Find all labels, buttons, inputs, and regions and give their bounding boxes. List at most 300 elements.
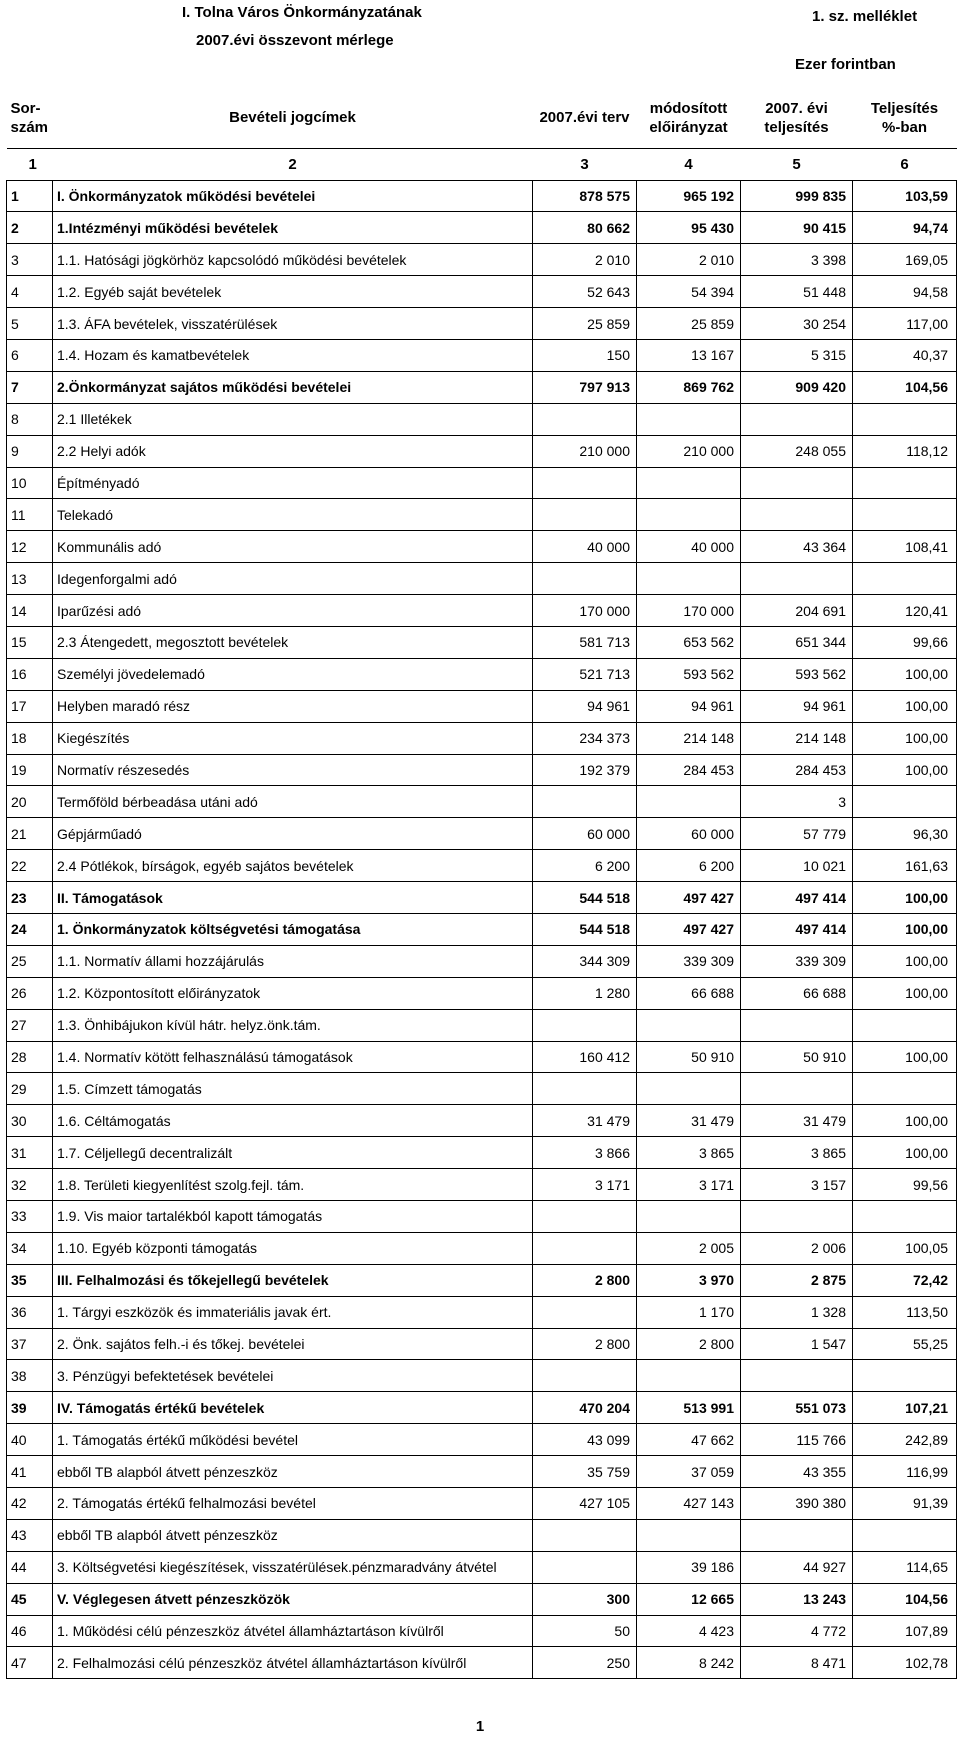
- row-number-cell: 10: [7, 467, 53, 499]
- plan-value-cell: 192 379: [533, 754, 637, 786]
- plan-value-cell: 6 200: [533, 850, 637, 882]
- percent-value-cell: 94,58: [853, 276, 957, 308]
- revenue-item-cell: 1.7. Céljellegű decentralizált: [53, 1137, 533, 1169]
- revenue-item-cell: 1.2. Központosított előirányzatok: [53, 977, 533, 1009]
- modified-value-cell: 214 148: [637, 722, 741, 754]
- actual-value-cell: 94 961: [741, 690, 853, 722]
- modified-value-cell: 8 242: [637, 1647, 741, 1679]
- row-number-cell: 5: [7, 308, 53, 340]
- row-number-cell: 1: [7, 180, 53, 212]
- actual-value-cell: 3 398: [741, 244, 853, 276]
- row-number-cell: 38: [7, 1360, 53, 1392]
- actual-value-cell: 497 414: [741, 882, 853, 914]
- table-row: [7, 850, 957, 882]
- percent-value-cell: 100,00: [853, 977, 957, 1009]
- actual-value-cell: 593 562: [741, 658, 853, 690]
- revenue-item-cell: 3. Pénzügyi befektetések bevételei: [53, 1360, 533, 1392]
- table-row: [7, 658, 957, 690]
- plan-value-cell: 250: [533, 1647, 637, 1679]
- column-number-row: [7, 148, 957, 180]
- percent-value-cell: 100,00: [853, 1137, 957, 1169]
- revenue-item-cell: 1.8. Területi kiegyenlítést szolg.fejl. tám.: [53, 1169, 533, 1201]
- table-row: [7, 626, 957, 658]
- modified-value-cell: 31 479: [637, 1105, 741, 1137]
- table-row: [7, 754, 957, 786]
- modified-value-cell: [637, 786, 741, 818]
- revenue-item-cell: 1.1. Normatív állami hozzájárulás: [53, 945, 533, 977]
- revenue-item-cell: 3. Költségvetési kiegészítések, visszatérülések.pénzmaradvány átvétel: [53, 1551, 533, 1583]
- row-number-cell: 13: [7, 563, 53, 595]
- modified-value-cell: 3 970: [637, 1264, 741, 1296]
- table-row: [7, 1232, 957, 1264]
- plan-value-cell: 60 000: [533, 818, 637, 850]
- row-number-cell: 43: [7, 1519, 53, 1551]
- col-number: 3: [533, 148, 637, 180]
- col-number: 4: [637, 148, 741, 180]
- revenue-item-cell: V. Véglegesen átvett pénzeszközök: [53, 1583, 533, 1615]
- row-number-cell: 4: [7, 276, 53, 308]
- actual-value-cell: 51 448: [741, 276, 853, 308]
- percent-value-cell: 100,05: [853, 1232, 957, 1264]
- row-number-cell: 28: [7, 1041, 53, 1073]
- plan-value-cell: 470 204: [533, 1392, 637, 1424]
- actual-value-cell: 999 835: [741, 180, 853, 212]
- modified-value-cell: [637, 563, 741, 595]
- modified-value-cell: 13 167: [637, 339, 741, 371]
- plan-value-cell: [533, 1296, 637, 1328]
- table-row: [7, 818, 957, 850]
- col-number: 6: [853, 148, 957, 180]
- percent-value-cell: [853, 563, 957, 595]
- modified-value-cell: 94 961: [637, 690, 741, 722]
- revenue-item-cell: Iparűzési adó: [53, 595, 533, 627]
- row-number-cell: 9: [7, 435, 53, 467]
- table-row: [7, 913, 957, 945]
- plan-value-cell: 25 859: [533, 308, 637, 340]
- modified-value-cell: 25 859: [637, 308, 741, 340]
- row-number-cell: 39: [7, 1392, 53, 1424]
- revenue-item-cell: 1.6. Céltámogatás: [53, 1105, 533, 1137]
- plan-value-cell: 52 643: [533, 276, 637, 308]
- table-row: [7, 722, 957, 754]
- row-number-cell: 42: [7, 1488, 53, 1520]
- actual-value-cell: 30 254: [741, 308, 853, 340]
- plan-value-cell: 2 800: [533, 1328, 637, 1360]
- table-row: [7, 339, 957, 371]
- modified-value-cell: 427 143: [637, 1488, 741, 1520]
- revenue-item-cell: 1. Támogatás értékű működési bevétel: [53, 1424, 533, 1456]
- percent-value-cell: [853, 467, 957, 499]
- table-row: [7, 371, 957, 403]
- row-number-cell: 19: [7, 754, 53, 786]
- unit-label: Ezer forintban: [795, 56, 896, 73]
- percent-value-cell: 100,00: [853, 690, 957, 722]
- modified-value-cell: 37 059: [637, 1456, 741, 1488]
- percent-value-cell: 100,00: [853, 882, 957, 914]
- modified-value-cell: 497 427: [637, 882, 741, 914]
- row-number-cell: 44: [7, 1551, 53, 1583]
- row-number-cell: 11: [7, 499, 53, 531]
- plan-value-cell: 40 000: [533, 531, 637, 563]
- col-header-plan: 2007.évi terv: [539, 109, 630, 127]
- row-number-cell: 33: [7, 1201, 53, 1233]
- modified-value-cell: [637, 1360, 741, 1392]
- table-body: [7, 180, 957, 1679]
- percent-value-cell: 100,00: [853, 1041, 957, 1073]
- percent-value-cell: 103,59: [853, 180, 957, 212]
- percent-value-cell: 117,00: [853, 308, 957, 340]
- actual-value-cell: [741, 403, 853, 435]
- table-row: [7, 1137, 957, 1169]
- percent-value-cell: 107,21: [853, 1392, 957, 1424]
- modified-value-cell: [637, 1201, 741, 1233]
- modified-value-cell: 653 562: [637, 626, 741, 658]
- plan-value-cell: [533, 403, 637, 435]
- revenue-item-cell: III. Felhalmozási és tőkejellegű bevételek: [53, 1264, 533, 1296]
- plan-value-cell: 3 171: [533, 1169, 637, 1201]
- revenue-item-cell: 1.9. Vis maior tartalékból kapott támogatás: [53, 1201, 533, 1233]
- percent-value-cell: 120,41: [853, 595, 957, 627]
- revenue-item-cell: II. Támogatások: [53, 882, 533, 914]
- modified-value-cell: 513 991: [637, 1392, 741, 1424]
- percent-value-cell: 100,00: [853, 1105, 957, 1137]
- percent-value-cell: 114,65: [853, 1551, 957, 1583]
- table-row: [7, 1519, 957, 1551]
- row-number-cell: 12: [7, 531, 53, 563]
- modified-value-cell: 965 192: [637, 180, 741, 212]
- percent-value-cell: 108,41: [853, 531, 957, 563]
- row-number-cell: 3: [7, 244, 53, 276]
- percent-value-cell: 55,25: [853, 1328, 957, 1360]
- plan-value-cell: [533, 1073, 637, 1105]
- row-number-cell: 8: [7, 403, 53, 435]
- modified-value-cell: 497 427: [637, 913, 741, 945]
- table-row: [7, 1041, 957, 1073]
- revenue-item-cell: IV. Támogatás értékű bevételek: [53, 1392, 533, 1424]
- percent-value-cell: 100,00: [853, 913, 957, 945]
- row-number-cell: 40: [7, 1424, 53, 1456]
- plan-value-cell: 3 866: [533, 1137, 637, 1169]
- plan-value-cell: [533, 499, 637, 531]
- revenue-item-cell: 1.3. ÁFA bevételek, visszatérülések: [53, 308, 533, 340]
- actual-value-cell: 5 315: [741, 339, 853, 371]
- row-number-cell: 30: [7, 1105, 53, 1137]
- modified-value-cell: 3 171: [637, 1169, 741, 1201]
- row-number-cell: 26: [7, 977, 53, 1009]
- percent-value-cell: 99,66: [853, 626, 957, 658]
- table-row: [7, 499, 957, 531]
- revenue-item-cell: 1. Önkormányzatok költségvetési támogatása: [53, 913, 533, 945]
- row-number-cell: 23: [7, 882, 53, 914]
- modified-value-cell: 593 562: [637, 658, 741, 690]
- percent-value-cell: [853, 1009, 957, 1041]
- percent-value-cell: [853, 1519, 957, 1551]
- table-row: [7, 1392, 957, 1424]
- table-row: [7, 244, 957, 276]
- col-header-actual: 2007. évi teljesítés: [764, 99, 829, 136]
- revenue-item-cell: 2. Támogatás értékű felhalmozási bevétel: [53, 1488, 533, 1520]
- percent-value-cell: [853, 1073, 957, 1105]
- actual-value-cell: [741, 467, 853, 499]
- actual-value-cell: 284 453: [741, 754, 853, 786]
- modified-value-cell: 2 010: [637, 244, 741, 276]
- row-number-cell: 37: [7, 1328, 53, 1360]
- modified-value-cell: 4 423: [637, 1615, 741, 1647]
- actual-value-cell: 57 779: [741, 818, 853, 850]
- actual-value-cell: [741, 1519, 853, 1551]
- revenue-item-cell: 1.2. Egyéb saját bevételek: [53, 276, 533, 308]
- percent-value-cell: 118,12: [853, 435, 957, 467]
- revenue-item-cell: Kiegészítés: [53, 722, 533, 754]
- plan-value-cell: 150: [533, 339, 637, 371]
- actual-value-cell: 1 328: [741, 1296, 853, 1328]
- actual-value-cell: 3 157: [741, 1169, 853, 1201]
- actual-value-cell: 43 364: [741, 531, 853, 563]
- row-number-cell: 22: [7, 850, 53, 882]
- actual-value-cell: [741, 1360, 853, 1392]
- table-row: [7, 212, 957, 244]
- plan-value-cell: 1 280: [533, 977, 637, 1009]
- actual-value-cell: [741, 1009, 853, 1041]
- plan-value-cell: [533, 1360, 637, 1392]
- percent-value-cell: 40,37: [853, 339, 957, 371]
- actual-value-cell: [741, 1201, 853, 1233]
- modified-value-cell: [637, 403, 741, 435]
- col-header-revenue-items: Bevételi jogcímek: [229, 109, 356, 127]
- column-header-row: [7, 88, 957, 148]
- revenue-item-cell: ebből TB alapból átvett pénzeszköz: [53, 1519, 533, 1551]
- percent-value-cell: 242,89: [853, 1424, 957, 1456]
- percent-value-cell: [853, 403, 957, 435]
- table-row: [7, 531, 957, 563]
- table-row: [7, 276, 957, 308]
- actual-value-cell: 909 420: [741, 371, 853, 403]
- table-row: [7, 1488, 957, 1520]
- actual-value-cell: 497 414: [741, 913, 853, 945]
- plan-value-cell: [533, 1009, 637, 1041]
- revenue-item-cell: 1.1. Hatósági jögkörhöz kapcsolódó működési bevételek: [53, 244, 533, 276]
- actual-value-cell: 44 927: [741, 1551, 853, 1583]
- actual-value-cell: 10 021: [741, 850, 853, 882]
- revenue-item-cell: 1.Intézményi működési bevételek: [53, 212, 533, 244]
- revenue-item-cell: 2. Önk. sajátos felh.-i és tőkej. bevételei: [53, 1328, 533, 1360]
- actual-value-cell: 551 073: [741, 1392, 853, 1424]
- modified-value-cell: 2 005: [637, 1232, 741, 1264]
- row-number-cell: 18: [7, 722, 53, 754]
- table-row: [7, 945, 957, 977]
- modified-value-cell: 95 430: [637, 212, 741, 244]
- row-number-cell: 45: [7, 1583, 53, 1615]
- modified-value-cell: 6 200: [637, 850, 741, 882]
- revenue-item-cell: 1.3. Önhibájukon kívül hátr. helyz.önk.tám.: [53, 1009, 533, 1041]
- row-number-cell: 31: [7, 1137, 53, 1169]
- modified-value-cell: 2 800: [637, 1328, 741, 1360]
- table-row: [7, 1264, 957, 1296]
- plan-value-cell: 35 759: [533, 1456, 637, 1488]
- plan-value-cell: 210 000: [533, 435, 637, 467]
- actual-value-cell: 204 691: [741, 595, 853, 627]
- row-number-cell: 16: [7, 658, 53, 690]
- actual-value-cell: 2 875: [741, 1264, 853, 1296]
- revenue-item-cell: 2.2 Helyi adók: [53, 435, 533, 467]
- plan-value-cell: [533, 1201, 637, 1233]
- modified-value-cell: 1 170: [637, 1296, 741, 1328]
- table-row: [7, 595, 957, 627]
- table-row: [7, 786, 957, 818]
- modified-value-cell: 284 453: [637, 754, 741, 786]
- modified-value-cell: 3 865: [637, 1137, 741, 1169]
- actual-value-cell: [741, 499, 853, 531]
- percent-value-cell: 100,00: [853, 754, 957, 786]
- actual-value-cell: 3: [741, 786, 853, 818]
- percent-value-cell: 104,56: [853, 1583, 957, 1615]
- plan-value-cell: 94 961: [533, 690, 637, 722]
- revenue-item-cell: 1.4. Hozam és kamatbevételek: [53, 339, 533, 371]
- plan-value-cell: 50: [533, 1615, 637, 1647]
- percent-value-cell: 100,00: [853, 722, 957, 754]
- plan-value-cell: 80 662: [533, 212, 637, 244]
- table-row: [7, 180, 957, 212]
- percent-value-cell: 100,00: [853, 658, 957, 690]
- revenue-item-cell: 2.1 Illetékek: [53, 403, 533, 435]
- revenue-item-cell: Telekadó: [53, 499, 533, 531]
- modified-value-cell: [637, 1073, 741, 1105]
- plan-value-cell: [533, 467, 637, 499]
- revenue-item-cell: Idegenforgalmi adó: [53, 563, 533, 595]
- actual-value-cell: 3 865: [741, 1137, 853, 1169]
- modified-value-cell: [637, 467, 741, 499]
- row-number-cell: 47: [7, 1647, 53, 1679]
- percent-value-cell: 116,99: [853, 1456, 957, 1488]
- plan-value-cell: 344 309: [533, 945, 637, 977]
- table-row: [7, 1456, 957, 1488]
- revenue-item-cell: Gépjárműadó: [53, 818, 533, 850]
- revenue-item-cell: 2.4 Pótlékok, bírságok, egyéb sajátos bevételek: [53, 850, 533, 882]
- percent-value-cell: [853, 1201, 957, 1233]
- revenue-item-cell: Termőföld bérbeadása utáni adó: [53, 786, 533, 818]
- plan-value-cell: 521 713: [533, 658, 637, 690]
- modified-value-cell: 170 000: [637, 595, 741, 627]
- actual-value-cell: 31 479: [741, 1105, 853, 1137]
- percent-value-cell: [853, 499, 957, 531]
- table-row: [7, 435, 957, 467]
- percent-value-cell: [853, 1360, 957, 1392]
- attachment-label: 1. sz. melléklet: [812, 8, 918, 25]
- table-row: [7, 1009, 957, 1041]
- actual-value-cell: 90 415: [741, 212, 853, 244]
- table-row: [7, 308, 957, 340]
- modified-value-cell: [637, 1519, 741, 1551]
- revenue-item-cell: Személyi jövedelemadó: [53, 658, 533, 690]
- plan-value-cell: 544 518: [533, 882, 637, 914]
- percent-value-cell: 100,00: [853, 945, 957, 977]
- revenue-item-cell: 2.Önkormányzat sajátos működési bevételei: [53, 371, 533, 403]
- modified-value-cell: 869 762: [637, 371, 741, 403]
- table-row: [7, 1328, 957, 1360]
- revenue-item-cell: Normatív részesedés: [53, 754, 533, 786]
- actual-value-cell: [741, 1073, 853, 1105]
- row-number-cell: 46: [7, 1615, 53, 1647]
- percent-value-cell: 94,74: [853, 212, 957, 244]
- row-number-cell: 29: [7, 1073, 53, 1105]
- percent-value-cell: 113,50: [853, 1296, 957, 1328]
- revenue-item-cell: Építményadó: [53, 467, 533, 499]
- table-row: [7, 1169, 957, 1201]
- table-row: [7, 563, 957, 595]
- row-number-cell: 27: [7, 1009, 53, 1041]
- row-number-cell: 32: [7, 1169, 53, 1201]
- percent-value-cell: 91,39: [853, 1488, 957, 1520]
- plan-value-cell: 160 412: [533, 1041, 637, 1073]
- table-row: [7, 1647, 957, 1679]
- actual-value-cell: 115 766: [741, 1424, 853, 1456]
- table-row: [7, 882, 957, 914]
- table-row: [7, 1296, 957, 1328]
- modified-value-cell: 47 662: [637, 1424, 741, 1456]
- plan-value-cell: 31 479: [533, 1105, 637, 1137]
- report-title-line2: 2007.évi összevont mérlege: [196, 32, 394, 49]
- modified-value-cell: 54 394: [637, 276, 741, 308]
- plan-value-cell: 797 913: [533, 371, 637, 403]
- row-number-cell: 34: [7, 1232, 53, 1264]
- actual-value-cell: [741, 563, 853, 595]
- plan-value-cell: 544 518: [533, 913, 637, 945]
- actual-value-cell: 50 910: [741, 1041, 853, 1073]
- table-row: [7, 467, 957, 499]
- percent-value-cell: 104,56: [853, 371, 957, 403]
- table-row: [7, 1583, 957, 1615]
- row-number-cell: 15: [7, 626, 53, 658]
- plan-value-cell: 170 000: [533, 595, 637, 627]
- col-header-row-number: Sor- szám: [10, 99, 49, 136]
- revenue-item-cell: 1.4. Normatív kötött felhasználású támogatások: [53, 1041, 533, 1073]
- page-number: 1: [475, 1718, 485, 1735]
- col-header-percent: Teljesítés %-ban: [870, 99, 939, 136]
- actual-value-cell: 248 055: [741, 435, 853, 467]
- actual-value-cell: 66 688: [741, 977, 853, 1009]
- actual-value-cell: 13 243: [741, 1583, 853, 1615]
- actual-value-cell: 43 355: [741, 1456, 853, 1488]
- revenue-item-cell: Kommunális adó: [53, 531, 533, 563]
- table-row: [7, 1105, 957, 1137]
- percent-value-cell: 99,56: [853, 1169, 957, 1201]
- percent-value-cell: [853, 786, 957, 818]
- actual-value-cell: 8 471: [741, 1647, 853, 1679]
- row-number-cell: 41: [7, 1456, 53, 1488]
- plan-value-cell: [533, 1551, 637, 1583]
- plan-value-cell: 2 800: [533, 1264, 637, 1296]
- actual-value-cell: 390 380: [741, 1488, 853, 1520]
- actual-value-cell: 1 547: [741, 1328, 853, 1360]
- modified-value-cell: 60 000: [637, 818, 741, 850]
- modified-value-cell: 210 000: [637, 435, 741, 467]
- modified-value-cell: 39 186: [637, 1551, 741, 1583]
- percent-value-cell: 169,05: [853, 244, 957, 276]
- table-row: [7, 1360, 957, 1392]
- modified-value-cell: 12 665: [637, 1583, 741, 1615]
- plan-value-cell: 300: [533, 1583, 637, 1615]
- row-number-cell: 6: [7, 339, 53, 371]
- row-number-cell: 24: [7, 913, 53, 945]
- table-row: [7, 1551, 957, 1583]
- plan-value-cell: 581 713: [533, 626, 637, 658]
- row-number-cell: 2: [7, 212, 53, 244]
- table-row: [7, 1201, 957, 1233]
- modified-value-cell: [637, 1009, 741, 1041]
- table-row: [7, 403, 957, 435]
- modified-value-cell: 339 309: [637, 945, 741, 977]
- percent-value-cell: 72,42: [853, 1264, 957, 1296]
